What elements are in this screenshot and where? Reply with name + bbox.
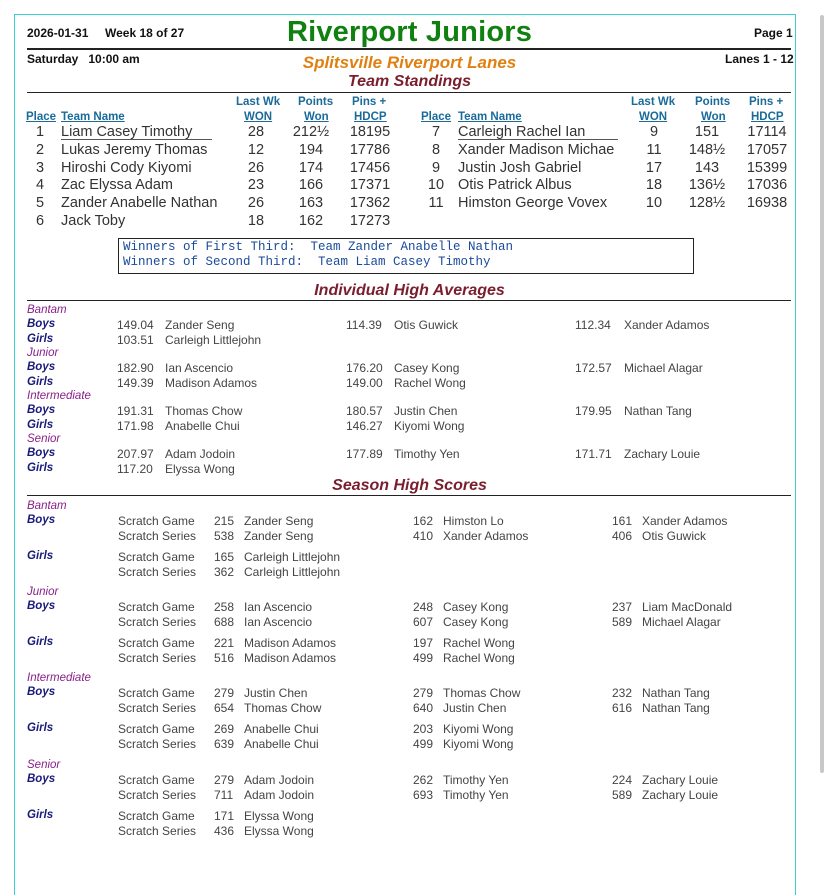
- bowler-name: Madison Adamos: [165, 376, 258, 390]
- gender-label-boys: Boys: [27, 600, 56, 612]
- col-header-pins-sub: HDCP: [751, 111, 784, 123]
- standings-pins: 17114: [747, 124, 787, 140]
- page-title: Riverport Juniors: [286, 16, 533, 48]
- score-value: 499: [413, 736, 434, 751]
- score-value: 616: [612, 700, 633, 715]
- standings-pins: 17057: [746, 141, 788, 158]
- average-value: 172.57: [575, 361, 612, 375]
- average-value: 103.51: [117, 333, 154, 347]
- standings-points: 166: [298, 177, 324, 194]
- score-value: 640: [413, 700, 434, 715]
- average-value: 207.97: [117, 447, 154, 461]
- standings-team-name: Lukas Jeremy Thomas: [61, 141, 208, 158]
- standings-team-name: Himston George Vovex: [458, 195, 608, 212]
- score-value: 693: [413, 787, 434, 802]
- average-value: 191.31: [117, 404, 154, 418]
- bowler-name: Rachel Wong: [443, 650, 515, 665]
- bowler-name: Elyssa Wong: [244, 823, 314, 838]
- division-label: Junior: [27, 586, 59, 598]
- page-number: Page 1: [754, 26, 793, 40]
- bowler-name: Rachel Wong: [443, 636, 515, 650]
- score-value: 269: [214, 722, 235, 736]
- bowler-name: Kiyomi Wong: [443, 736, 514, 751]
- standings-lastwk: 18: [645, 177, 663, 194]
- standings-lastwk: 10: [645, 195, 663, 212]
- standings-place: 11: [428, 195, 444, 212]
- score-value: 538: [214, 528, 235, 543]
- score-value: 589: [612, 787, 633, 802]
- vertical-scrollbar[interactable]: [820, 15, 824, 773]
- standings-title: Team Standings: [348, 73, 471, 90]
- average-value: 176.20: [346, 361, 383, 375]
- score-value: 162: [413, 514, 434, 528]
- col-header-place: Place: [26, 111, 57, 123]
- score-value: 639: [214, 736, 235, 751]
- standings-pins: 16938: [746, 195, 788, 212]
- standings-pins: 17371: [349, 177, 391, 194]
- score-value: 362: [214, 564, 235, 579]
- bowler-name: Zachary Louie: [642, 773, 719, 787]
- standings-points: 148½: [688, 141, 726, 158]
- bowler-name: Nathan Tang: [642, 686, 710, 700]
- standings-points: 194: [298, 141, 324, 158]
- average-value: 180.57: [346, 404, 383, 418]
- bowler-name: Casey Kong: [443, 600, 509, 614]
- bowler-name: Xander Adamos: [443, 528, 529, 543]
- standings-points: 174: [298, 159, 324, 176]
- venue-subtitle: Splitsville Riverport Lanes: [302, 53, 517, 72]
- bowler-name: Kiyomi Wong: [443, 722, 514, 736]
- average-value: 182.90: [117, 361, 154, 375]
- gender-label-boys: Boys: [27, 447, 56, 459]
- bowler-name: Xander Adamos: [642, 514, 728, 528]
- standings-pins: 18195: [349, 124, 391, 140]
- standings-lastwk: 26: [247, 159, 265, 176]
- gender-label-boys: Boys: [27, 686, 56, 698]
- header-divider: [27, 48, 791, 50]
- standings-place: 10: [427, 177, 445, 194]
- gender-label-boys: Boys: [27, 318, 56, 330]
- standings-team-name: Zander Anabelle Nathan: [61, 195, 218, 212]
- score-value: 237: [612, 600, 633, 614]
- standings-pins: 17273: [349, 213, 391, 229]
- standings-points: 143: [694, 159, 720, 176]
- bowler-name: Zander Seng: [244, 528, 314, 543]
- average-value: 171.71: [575, 447, 612, 461]
- bowler-name: Madison Adamos: [244, 650, 337, 665]
- score-value: 711: [214, 787, 234, 802]
- score-value: 406: [612, 528, 633, 543]
- bowler-name: Thomas Chow: [165, 404, 243, 418]
- col-header-points: Points: [695, 96, 731, 108]
- average-value: 177.89: [346, 447, 383, 461]
- col-header-pins-sub: HDCP: [354, 111, 387, 123]
- average-value: 171.98: [117, 419, 154, 433]
- standings-team-name: Liam Casey Timothy: [61, 124, 193, 140]
- bowler-name: Xander Adamos: [624, 318, 710, 332]
- score-value: 516: [214, 650, 235, 665]
- scratch-series-label: Scratch Series: [118, 700, 197, 715]
- col-header-team: Team Name: [458, 111, 522, 123]
- gender-label-girls: Girls: [27, 722, 54, 734]
- division-label: Intermediate: [27, 390, 91, 402]
- scratch-series-label: Scratch Series: [118, 823, 197, 838]
- scratch-game-label: Scratch Game: [118, 722, 195, 736]
- standings-team-name: Jack Toby: [61, 213, 126, 229]
- bowler-name: Zachary Louie: [642, 787, 719, 802]
- standings-lastwk: 26: [247, 195, 265, 212]
- bowler-name: Kiyomi Wong: [394, 419, 465, 433]
- winners-first-third: Winners of First Third: Team Zander Anabelle Nathan: [123, 240, 514, 254]
- scratch-series-label: Scratch Series: [118, 736, 197, 751]
- bowler-name: Ian Ascencio: [244, 614, 313, 629]
- score-value: 197: [413, 636, 434, 650]
- scratch-game-label: Scratch Game: [118, 686, 195, 700]
- standings-pins: 17456: [349, 159, 391, 176]
- bowler-name: Adam Jodoin: [244, 787, 315, 802]
- bowler-name: Elyssa Wong: [244, 809, 314, 823]
- scratch-series-label: Scratch Series: [118, 614, 197, 629]
- col-header-lastwk: Last Wk: [631, 96, 676, 108]
- scratch-game-label: Scratch Game: [118, 773, 195, 787]
- col-header-pins: Pins +: [749, 96, 784, 108]
- scratch-series-label: Scratch Series: [118, 564, 197, 579]
- standings-pins: 15399: [746, 159, 788, 176]
- report-date: 2026-01-31: [27, 26, 89, 40]
- standings-lastwk: 18: [247, 213, 265, 229]
- score-value: 279: [214, 773, 235, 787]
- standings-place: 5: [35, 195, 45, 212]
- scratch-game-label: Scratch Game: [118, 809, 195, 823]
- averages-divider: [27, 300, 791, 301]
- score-value: 279: [413, 686, 434, 700]
- winners-second-third: Winners of Second Third: Team Liam Casey Timothy: [123, 255, 491, 269]
- standings-team-name: Justin Josh Gabriel: [458, 159, 582, 176]
- score-value: 258: [214, 600, 235, 614]
- scratch-series-label: Scratch Series: [118, 650, 197, 665]
- standings-place: 6: [35, 213, 45, 229]
- gender-label-boys: Boys: [27, 514, 56, 526]
- winners-box: [118, 238, 694, 274]
- standings-place: 4: [35, 177, 45, 194]
- standings-lastwk: 23: [247, 177, 265, 194]
- bowler-name: Rachel Wong: [394, 376, 466, 390]
- score-value: 161: [612, 514, 633, 528]
- gender-label-girls: Girls: [27, 809, 54, 821]
- high-scores-title: Season High Scores: [332, 477, 487, 494]
- standings-team-name: Hiroshi Cody Kiyomi: [61, 159, 192, 176]
- standings-lastwk: 11: [646, 141, 662, 158]
- score-value: 436: [214, 823, 235, 838]
- day-time: Saturday 10:00 am: [27, 52, 140, 66]
- gender-label-boys: Boys: [27, 361, 56, 373]
- division-label: Bantam: [27, 500, 67, 512]
- gender-label-girls: Girls: [27, 376, 54, 388]
- standings-pins: 17786: [349, 141, 391, 158]
- score-value: 171: [214, 809, 235, 823]
- standings-lastwk: 17: [645, 159, 663, 176]
- average-value: 149.39: [117, 376, 154, 390]
- standings-team-name: Carleigh Rachel Ian: [458, 124, 586, 140]
- standings-lastwk: 9: [649, 124, 659, 140]
- standings-team-name: Zac Elyssa Adam: [61, 177, 174, 194]
- score-value: 248: [413, 600, 434, 614]
- score-value: 279: [214, 686, 235, 700]
- scratch-series-label: Scratch Series: [118, 787, 197, 802]
- bowler-name: Timothy Yen: [443, 787, 509, 802]
- standings-lastwk: 12: [247, 141, 265, 158]
- standings-place: 3: [35, 159, 45, 176]
- bowler-name: Casey Kong: [443, 614, 509, 629]
- bowler-name: Adam Jodoin: [165, 447, 236, 461]
- gender-label-girls: Girls: [27, 550, 54, 562]
- col-header-place: Place: [421, 111, 452, 123]
- score-value: 410: [413, 528, 434, 543]
- standings-points: 128½: [688, 195, 726, 212]
- week-label: Week 18 of 27: [105, 26, 185, 40]
- bowler-name: Carleigh Littlejohn: [244, 564, 341, 579]
- standings-team-name: Otis Patrick Albus: [458, 177, 572, 194]
- average-value: 112.34: [575, 318, 611, 332]
- division-label: Senior: [27, 759, 61, 771]
- scratch-game-label: Scratch Game: [118, 636, 195, 650]
- high-scores-divider: [27, 495, 791, 496]
- standings-pins: 17036: [746, 177, 788, 194]
- score-value: 262: [413, 773, 434, 787]
- bowler-name: Justin Chen: [244, 686, 308, 700]
- bowler-name: Elyssa Wong: [165, 462, 235, 476]
- average-value: 179.95: [575, 404, 612, 418]
- gender-label-girls: Girls: [27, 462, 54, 474]
- bowler-name: Ian Ascencio: [165, 361, 234, 375]
- bowler-name: Adam Jodoin: [244, 773, 315, 787]
- bowler-name: Nathan Tang: [624, 404, 692, 418]
- bowler-name: Thomas Chow: [443, 686, 521, 700]
- standings-points: 136½: [688, 177, 726, 194]
- bowler-name: Carleigh Littlejohn: [244, 550, 341, 564]
- score-value: 499: [413, 650, 434, 665]
- standings-place: 1: [35, 124, 45, 140]
- gender-label-girls: Girls: [27, 636, 54, 648]
- score-value: 215: [214, 514, 235, 528]
- standings-place: 9: [431, 159, 441, 176]
- scratch-series-label: Scratch Series: [118, 528, 197, 543]
- score-value: 232: [612, 686, 633, 700]
- average-value: 149.00: [346, 376, 383, 390]
- scratch-game-label: Scratch Game: [118, 600, 195, 614]
- bowler-name: Otis Guwick: [394, 318, 459, 332]
- standings-pins: 17362: [349, 195, 391, 212]
- standings-place: 2: [35, 141, 45, 158]
- bowler-name: Justin Chen: [394, 404, 458, 418]
- bowler-name: Timothy Yen: [394, 447, 460, 461]
- bowler-name: Madison Adamos: [244, 636, 337, 650]
- scratch-game-label: Scratch Game: [118, 550, 195, 564]
- division-label: Bantam: [27, 304, 67, 316]
- bowler-name: Zander Seng: [244, 514, 314, 528]
- col-header-points-sub: Won: [701, 111, 726, 123]
- average-value: 114.39: [346, 318, 382, 332]
- standings-points: 162: [298, 213, 324, 229]
- standings-place: 8: [431, 141, 441, 158]
- gender-label-boys: Boys: [27, 773, 56, 785]
- bowler-name: Casey Kong: [394, 361, 460, 375]
- standings-team-name: Xander Madison Michae: [458, 141, 615, 158]
- score-value: 688: [214, 614, 235, 629]
- col-header-pins: Pins +: [352, 96, 387, 108]
- average-value: 149.04: [117, 318, 154, 332]
- col-header-lastwk-sub: WON: [639, 111, 668, 123]
- standings-lastwk: 28: [247, 124, 265, 140]
- bowler-name: Himston Lo: [443, 514, 504, 528]
- average-value: 117.20: [117, 462, 153, 476]
- score-value: 224: [612, 773, 633, 787]
- bowler-name: Anabelle Chui: [244, 722, 319, 736]
- bowler-name: Nathan Tang: [642, 700, 710, 715]
- averages-title: Individual High Averages: [314, 282, 505, 299]
- standings-divider: [27, 92, 791, 93]
- standings-place: 7: [431, 124, 441, 140]
- col-header-points: Points: [298, 96, 334, 108]
- bowler-name: Timothy Yen: [443, 773, 509, 787]
- division-label: Senior: [27, 433, 61, 445]
- bowler-name: Zander Seng: [165, 318, 235, 332]
- col-header-lastwk-sub: WON: [244, 111, 273, 123]
- col-header-team: Team Name: [61, 111, 125, 123]
- standings-points: 151: [694, 124, 720, 140]
- bowler-name: Michael Alagar: [624, 361, 703, 375]
- score-value: 165: [214, 550, 235, 564]
- division-label: Intermediate: [27, 672, 91, 684]
- bowler-name: Thomas Chow: [244, 700, 322, 715]
- score-value: 607: [413, 614, 434, 629]
- division-label: Junior: [27, 347, 59, 359]
- bowler-name: Justin Chen: [443, 700, 507, 715]
- bowler-name: Anabelle Chui: [165, 419, 240, 433]
- score-value: 654: [214, 700, 235, 715]
- score-value: 589: [612, 614, 633, 629]
- bowler-name: Otis Guwick: [642, 528, 707, 543]
- average-value: 146.27: [346, 419, 383, 433]
- bowler-name: Ian Ascencio: [244, 600, 313, 614]
- gender-label-girls: Girls: [27, 333, 54, 345]
- gender-label-boys: Boys: [27, 404, 56, 416]
- gender-label-girls: Girls: [27, 419, 54, 431]
- bowler-name: Michael Alagar: [642, 614, 721, 629]
- standings-points: 163: [298, 195, 324, 212]
- col-header-lastwk: Last Wk: [236, 96, 281, 108]
- bowler-name: Anabelle Chui: [244, 736, 319, 751]
- bowler-name: Carleigh Littlejohn: [165, 333, 262, 347]
- bowler-name: Liam MacDonald: [642, 600, 733, 614]
- col-header-points-sub: Won: [304, 111, 329, 123]
- score-value: 221: [214, 636, 235, 650]
- scratch-game-label: Scratch Game: [118, 514, 195, 528]
- score-value: 203: [413, 722, 434, 736]
- bowler-name: Zachary Louie: [624, 447, 701, 461]
- standings-points: 212½: [292, 124, 330, 140]
- lanes-label: Lanes 1 - 12: [725, 52, 794, 66]
